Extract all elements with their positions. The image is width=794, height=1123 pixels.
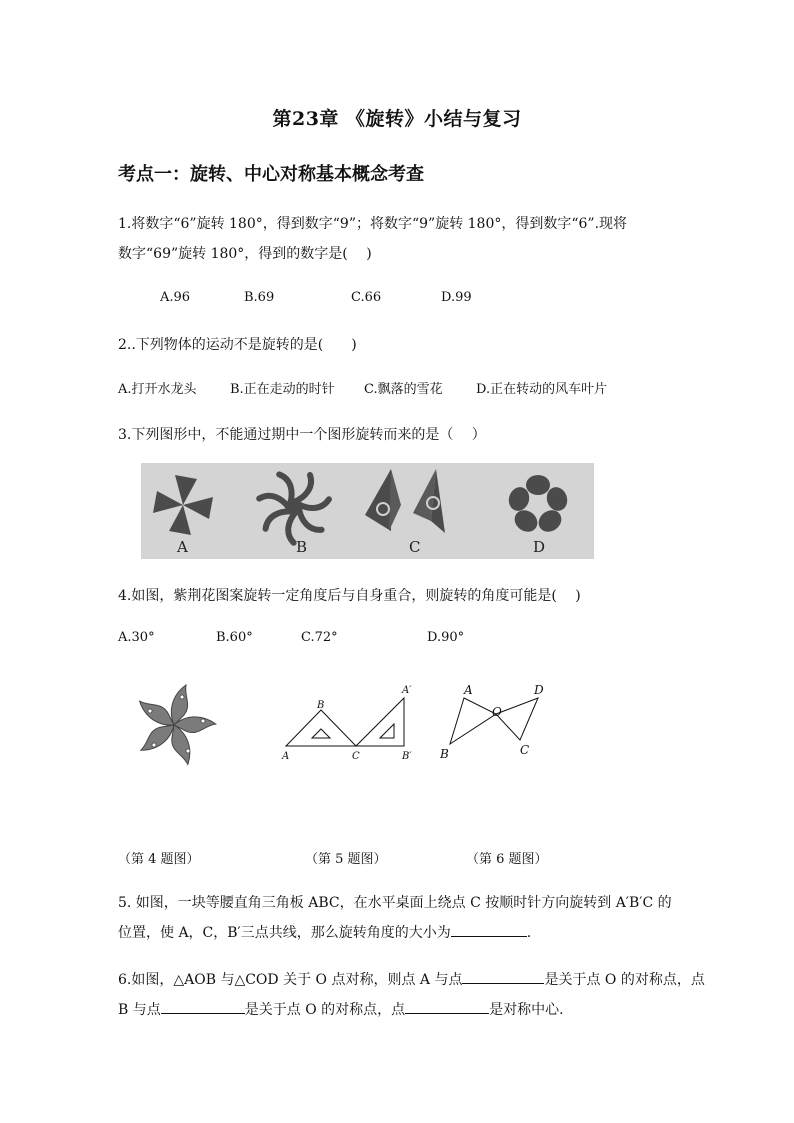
q4-option-b: B.60° [216,630,253,645]
q4-text: 4.如图，紫荆花图案旋转一定角度后与自身重合，则旋转的角度可能是( ) [118,588,581,604]
q2-option-a: A.打开水龙头 [118,382,197,397]
q4-option-d: D.90° [427,630,465,645]
triangle-rotation-figure [276,680,426,766]
q6-line2-text-a: B 与点 [118,1002,161,1018]
fig5-label-a-prime: A′ [402,685,412,696]
q6-blank-3[interactable] [405,999,489,1014]
fig6-label-d: D [534,683,544,697]
q1-option-c: C.66 [351,290,382,305]
q2-text: 2..下列物体的运动不是旋转的是( ) [118,337,357,353]
fig6-label-c: C [520,743,530,757]
caption-fig4: （第 4 题图） [118,852,200,867]
bauhinia-figure [124,675,224,775]
fig-label-b: B [296,538,308,556]
q6-blank-1[interactable] [462,969,544,984]
central-symmetry-figure [434,680,554,766]
q3-figure-strip [141,463,594,559]
q1-option-b: B.69 [244,290,275,305]
q2-option-d: D.正在转动的风车叶片 [476,382,608,397]
fig-label-c: C [409,538,421,556]
fig5-label-c: C [352,751,360,762]
q6-line1-text: 6.如图，△AOB 与△COD 关于 O 点对称，则点 A 与点 [118,972,463,988]
fig6-label-a: A [464,683,473,697]
q5-line1: 5. 如图，一块等腰直角三角板 ABC，在水平桌面上绕点 C 按顺时针方向旋转到 A′B′C 的 [118,895,672,911]
q5-answer-blank[interactable] [451,922,527,937]
q1-option-a: A.96 [160,290,191,305]
fig5-label-b: B [317,700,325,711]
caption-fig6: （第 6 题图） [466,852,548,867]
q5-line2-text: 位置，使 A，C，B′三点共线，那么旋转角度的大小为 [118,925,451,941]
fig6-label-b: B [440,747,449,761]
page-title: 第23章 《旋转》小结与复习 [272,108,522,130]
q6-line1 [118,969,705,989]
fig-label-a: A [177,538,188,556]
q4-option-a: A.30° [118,630,155,645]
q6-line1-end: 是关于点 O 的对称点，点 [544,972,705,988]
q5-line2-end: . [526,925,532,941]
q5-line2 [118,922,531,942]
q1-line2: 数字“69”旋转 180°，得到的数字是( ) [118,246,372,262]
q1-option-d: D.99 [441,290,472,305]
q6-line2-text-b: 是关于点 O 的对称点，点 [244,1002,406,1018]
section-heading: 考点一：旋转、中心对称基本概念考查 [118,164,424,185]
q2-option-c: C.飘落的雪花 [364,382,443,397]
q6-line2 [118,999,564,1019]
q2-option-b: B.正在走动的时针 [230,382,335,397]
caption-fig5: （第 5 题图） [305,852,387,867]
q1-line1: 1.将数字“6”旋转 180°，得到数字“9”；将数字“9”旋转 180°，得到数字“6”.现将 [118,216,628,232]
fig5-label-b-prime: B′ [402,751,412,762]
fig-label-d: D [533,538,546,556]
q3-text: 3.下列图形中，不能通过期中一个图形旋转而来的是（ ） [118,427,486,443]
q4-option-c: C.72° [301,630,338,645]
q6-blank-2[interactable] [161,999,245,1014]
fig5-label-a: A [282,751,290,762]
fig6-label-o: O [492,705,502,719]
q6-line2-text-c: 是对称中心. [489,1002,564,1018]
